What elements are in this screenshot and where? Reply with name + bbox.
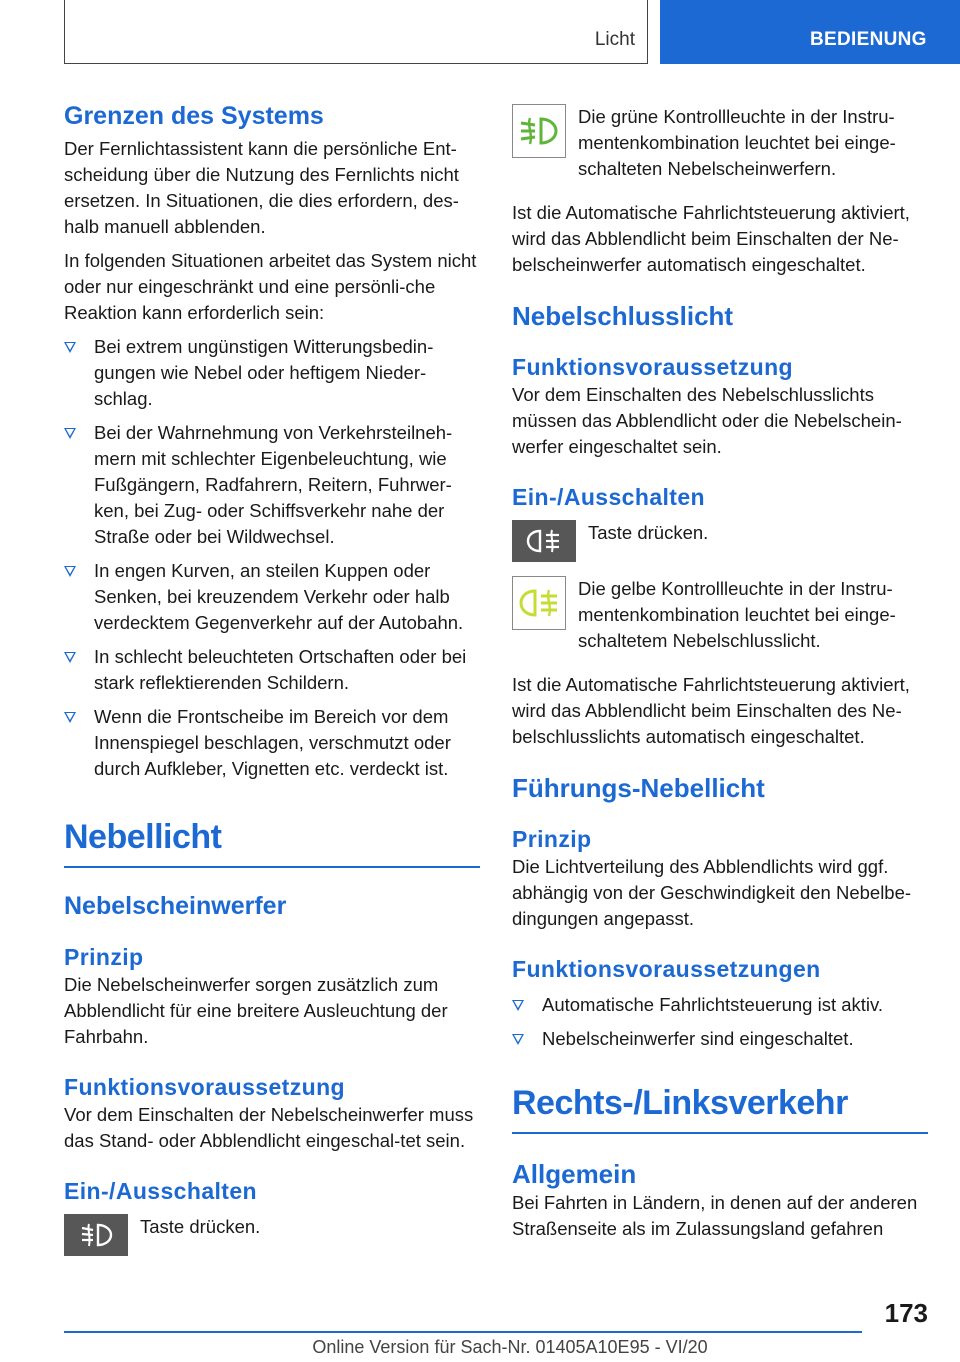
heading-funktionsvoraussetzung-2: Funktionsvoraussetzung	[512, 354, 793, 380]
allgemein-text: Bei Fahrten in Ländern, in denen auf der anderen Straßenseite als im Zulassungsland gefahren	[512, 1192, 918, 1239]
footer-rule	[64, 1331, 862, 1333]
heading-rule-2	[512, 1132, 928, 1134]
list-item: Bei der Wahrnehmung von Verkehrsteilneh-mern mit schlechter Eigenbeleuchtung, wie Fußgängern, Radfahrern, Reitern, Fuhrwer-ken, bei Zug- oder Schiffsverkehr nahe der Straße oder bei Wildwechsel.	[64, 420, 480, 550]
heading-grenzen: Grenzen des Systems	[64, 102, 324, 130]
bullet-triangle-icon	[512, 1000, 524, 1011]
bullet-triangle-icon	[64, 652, 76, 663]
bullet-triangle-icon	[64, 566, 76, 577]
yellow-lamp-text: Die gelbe Kontrollleuchte in der Instru-mentenkombination leuchtet bei einge-schaltetem Nebelschlusslicht.	[578, 578, 896, 651]
front-fog-indicator-icon	[512, 104, 566, 158]
prinzip-text-2: Die Lichtverteilung des Abblendlichts wird ggf. abhängig von der Geschwindigkeit den Nebelbe-dingungen angepasst.	[512, 856, 912, 929]
heading-rechts-linksverkehr: Rechts-/Linksverkehr	[512, 1084, 848, 1122]
front-fog-button-icon	[64, 1214, 128, 1256]
heading-nebelscheinwerfer: Nebelscheinwerfer	[64, 892, 287, 920]
page-number: 173	[884, 1298, 928, 1328]
rear-fog-button-icon	[512, 520, 576, 562]
heading-nebellicht: Nebellicht	[64, 818, 222, 856]
heading-fuehrungs-nebellicht: Führungs-Nebellicht	[512, 773, 765, 803]
taste-row-2	[512, 520, 928, 562]
list-item: In engen Kurven, an steilen Kuppen oder Senken, bei kreuzendem Verkehr oder halb verdecktem Gegenverkehr auf der Autobahn.	[64, 558, 480, 636]
rear-fog-indicator-icon	[512, 576, 566, 630]
heading-ein-ausschalten: Ein-/Ausschalten	[64, 1178, 257, 1204]
funktionen-list	[512, 992, 928, 1052]
list-item: Nebelscheinwerfer sind eingeschaltet.	[512, 1026, 928, 1052]
list-item: In schlecht beleuchteten Ortschaften oder bei stark reflektierenden Schildern.	[64, 644, 480, 696]
header-box	[64, 0, 648, 64]
bullet-triangle-icon	[64, 342, 76, 353]
grenzen-paragraph-2: In folgenden Situationen arbeitet das System nicht oder nur eingeschränkt und eine persönli-che Reaktion kann erforderlich sein:	[64, 250, 477, 323]
green-lamp-text: Die grüne Kontrollleuchte in der Instru-mentenkombination leuchtet bei einge-schalteten Nebelscheinwerfern.	[578, 106, 896, 179]
funktion-text: Vor dem Einschalten der Nebelscheinwerfer muss das Stand- oder Abblendlicht eingeschal-tet sein.	[64, 1104, 474, 1151]
grenzen-list	[64, 334, 480, 782]
green-lamp-row	[512, 104, 928, 182]
bullet-triangle-icon	[512, 1034, 524, 1045]
prinzip-text: Die Nebelscheinwerfer sorgen zusätzlich zum Abblendlicht für eine breitere Ausleuchtung der Fahrbahn.	[64, 974, 448, 1047]
header-section-title: Licht	[594, 29, 635, 50]
taste-row	[64, 1214, 480, 1256]
heading-prinzip: Prinzip	[64, 944, 144, 970]
grenzen-paragraph-1: Der Fernlichtassistent kann die persönliche Ent-scheidung über die Nutzung des Fernlichts nicht ersetzen. In Situationen, die dies erfordern, des-halb manuell abblenden.	[64, 138, 459, 237]
list-item: Bei extrem ungünstigen Witterungsbedin-gungen wie Nebel oder heftigem Nieder-schlag.	[64, 334, 480, 412]
heading-funktionsvoraussetzung: Funktionsvoraussetzung	[64, 1074, 345, 1100]
heading-prinzip-2: Prinzip	[512, 826, 592, 852]
auto-text-1: Ist die Automatische Fahrlichtsteuerung aktiviert, wird das Abblendlicht beim Einschalten der Ne-belscheinwerfer automatisch eingeschaltet.	[512, 202, 910, 275]
header-tab-label: BEDIENUNG	[810, 29, 927, 50]
bullet-triangle-icon	[64, 712, 76, 723]
taste-text: Taste drücken.	[140, 1216, 261, 1237]
header-tab-bedienung[interactable]	[660, 0, 960, 64]
list-item: Wenn die Frontscheibe im Bereich vor dem Innenspiegel beschlagen, verschmutzt oder durch Aufkleber, Vignetten etc. verdeckt ist.	[64, 704, 480, 782]
right-column	[512, 104, 928, 1242]
bullet-triangle-icon	[64, 428, 76, 439]
heading-funktionsvoraussetzungen: Funktionsvoraussetzungen	[512, 956, 821, 982]
heading-rule	[64, 866, 480, 868]
auto-text-2: Ist die Automatische Fahrlichtsteuerung aktiviert, wird das Abblendlicht beim Einschalten des Ne-belschlusslichts automatisch eingeschaltet.	[512, 674, 910, 747]
heading-allgemein: Allgemein	[512, 1159, 637, 1189]
heading-nebelschlusslicht: Nebelschlusslicht	[512, 301, 734, 331]
left-column	[64, 100, 480, 1256]
heading-ein-ausschalten-2: Ein-/Ausschalten	[512, 484, 705, 510]
footer-online-version: Online Version für Sach-Nr. 01405A10E95 - VI/20	[312, 1337, 708, 1357]
list-item: Automatische Fahrlichtsteuerung ist aktiv.	[512, 992, 928, 1018]
yellow-lamp-row	[512, 576, 928, 654]
taste-text-2: Taste drücken.	[588, 522, 709, 543]
funktion-text-2: Vor dem Einschalten des Nebelschlusslichts müssen das Abblendlicht oder die Nebelschein-werfer eingeschaltet sein.	[512, 384, 902, 457]
